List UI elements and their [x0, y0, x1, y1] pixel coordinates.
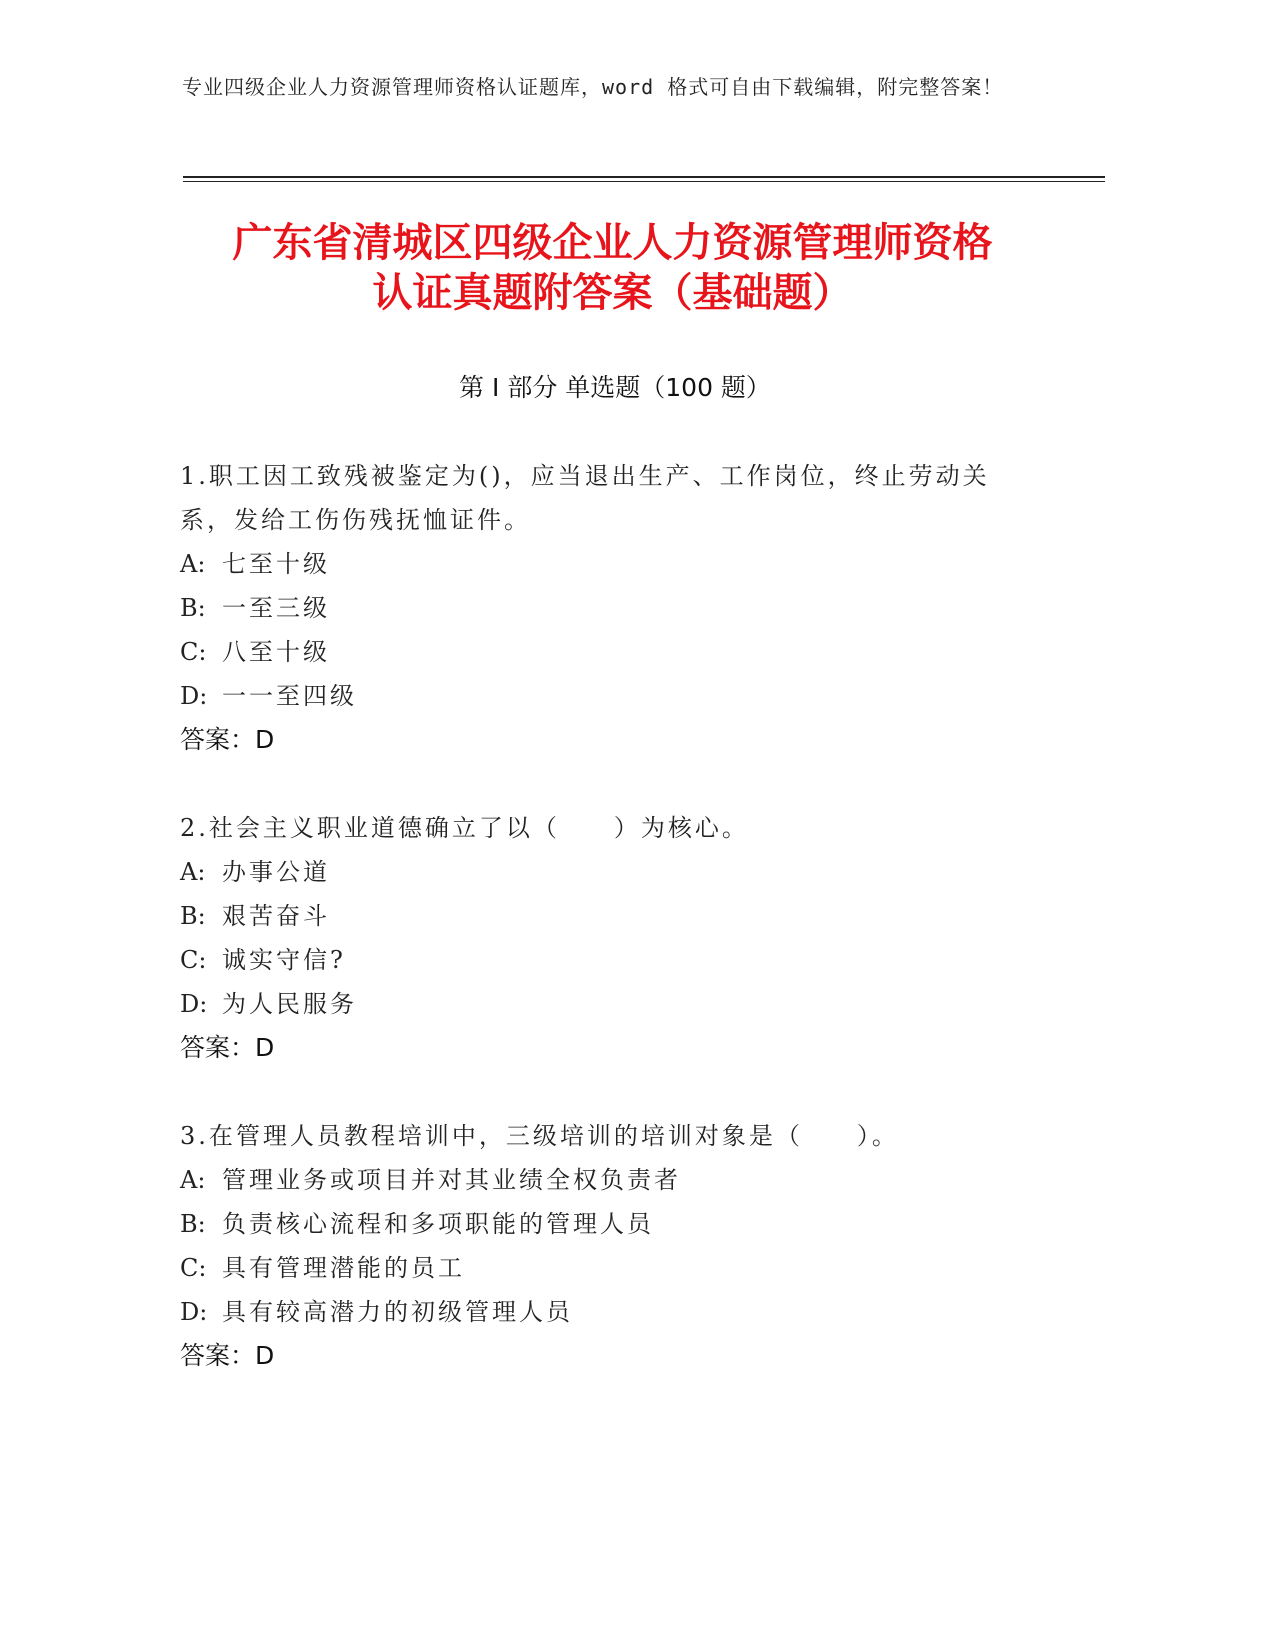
option-key: D:: [180, 990, 208, 1018]
option-text: 管理业务或项目并对其业绩全权负责者: [222, 1166, 681, 1194]
option-b: [180, 1202, 1040, 1246]
option-c: [180, 938, 1040, 982]
option-key: B:: [180, 594, 206, 622]
option-d: [180, 1290, 1040, 1334]
option-text: 八至十级: [222, 638, 330, 666]
option-b: [180, 894, 1040, 938]
option-text: 艰苦奋斗: [222, 902, 330, 930]
option-text: 具有管理潜能的员工: [222, 1254, 465, 1282]
header-divider-thin: [183, 181, 1105, 182]
option-key: D:: [180, 682, 208, 710]
option-b: [180, 586, 1040, 630]
header-divider-thick: [183, 176, 1105, 178]
section-heading: 第 I 部分 单选题（100 题）: [459, 373, 771, 402]
question-stem: 3.在管理人员教程培训中，三级培训的培训对象是（ ）。: [180, 1122, 899, 1150]
document-title: [150, 218, 1075, 318]
option-text: 具有较高潜力的初级管理人员: [222, 1298, 573, 1326]
option-key: C:: [180, 1254, 207, 1282]
answer: 答案：D: [180, 725, 275, 754]
option-text: 一一至四级: [222, 682, 357, 710]
question-stem-continued: 系，发给工伤伤残抚恤证件。: [180, 506, 531, 534]
question-3: [180, 1114, 1040, 1378]
option-a: [180, 1158, 1040, 1202]
question-stem: 1.职工因工致残被鉴定为()，应当退出生产、工作岗位，终止劳动关: [180, 462, 990, 490]
header-note: 专业四级企业人力资源管理师资格认证题库，word 格式可自由下载编辑，附完整答案！: [182, 75, 1004, 99]
question-1: [180, 454, 1040, 762]
answer: 答案：D: [180, 1341, 275, 1370]
question-stem: 2.社会主义职业道德确立了以（ ）为核心。: [180, 814, 749, 842]
option-key: B:: [180, 1210, 206, 1238]
option-key: A:: [180, 1166, 206, 1194]
option-text: 办事公道: [222, 858, 330, 886]
option-key: B:: [180, 902, 206, 930]
option-a: [180, 850, 1040, 894]
option-key: C:: [180, 638, 207, 666]
option-text: 七至十级: [222, 550, 330, 578]
option-d: [180, 982, 1040, 1026]
option-text: 为人民服务: [222, 990, 357, 1018]
option-a: [180, 542, 1040, 586]
option-text: 一至三级: [222, 594, 330, 622]
option-key: A:: [180, 858, 206, 886]
answer: 答案：D: [180, 1033, 275, 1062]
document-title-line-1: 广东省清城区四级企业人力资源管理师资格: [232, 220, 993, 266]
document-title-line-2: 认证真题附答案（基础题）: [372, 270, 853, 316]
option-text: 负责核心流程和多项职能的管理人员: [222, 1210, 654, 1238]
option-text: 诚实守信?: [222, 946, 346, 974]
option-c: [180, 630, 1040, 674]
option-d: [180, 674, 1040, 718]
option-key: C:: [180, 946, 207, 974]
question-list: [180, 454, 1040, 1422]
option-key: A:: [180, 550, 206, 578]
option-c: [180, 1246, 1040, 1290]
question-2: [180, 806, 1040, 1070]
option-key: D:: [180, 1298, 208, 1326]
